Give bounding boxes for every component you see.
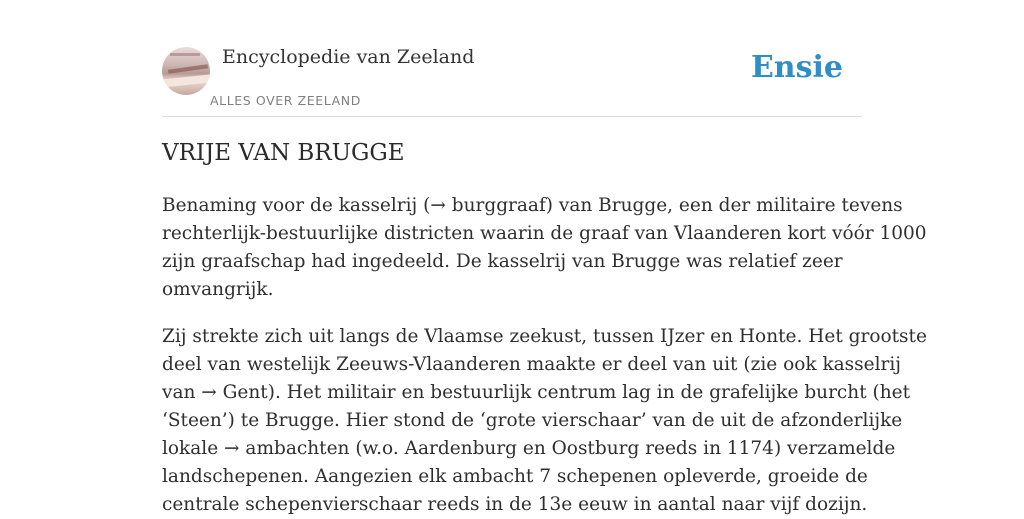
paragraph-line: deel van westelijk Zeeuws-Vlaanderen maakte er deel van uit (zie ook kasselrij: [162, 354, 902, 375]
avatar-detail: [170, 53, 200, 56]
paragraph-line: landschepenen. Aangezien elk ambacht 7 schepenen opleverde, groeide de: [162, 466, 868, 487]
site-avatar[interactable]: [162, 47, 210, 95]
paragraph-line: lokale → ambachten (w.o. Aardenburg en Oostburg reeds in 1174) verzamelde: [162, 438, 896, 459]
page-container: [162, 0, 927, 515]
paragraph-line: rechterlijk-bestuurlijke districten waarin de graaf van Vlaanderen kort vóór 1000: [162, 223, 927, 244]
article-paragraph: [162, 323, 927, 519]
site-tagline: ALLES OVER ZEELAND: [210, 93, 361, 108]
paragraph-line: omvangrijk.: [162, 279, 274, 300]
article-title: VRIJE VAN BRUGGE: [162, 140, 405, 166]
paragraph-line: zijn graafschap had ingedeeld. De kasselrij van Brugge was relatief zeer: [162, 251, 843, 272]
article-paragraph: [162, 192, 927, 304]
ensie-logo[interactable]: Ensie: [750, 50, 843, 85]
paragraph-line: van → Gent). Het militair en bestuurlijk centrum lag in de grafelijke burcht (het: [162, 382, 911, 403]
paragraph-line: Benaming voor de kasselrij (→ burggraaf) van Brugge, een der militaire tevens: [162, 195, 903, 216]
paragraph-line: ‘Steen’) te Brugge. Hier stond de ‘grote vierschaar’ van de uit de afzonderlijke: [162, 410, 903, 431]
site-header: [162, 0, 862, 117]
paragraph-line: Zij strekte zich uit langs de Vlaamse zeekust, tussen IJzer en Honte. Het grootste: [162, 326, 927, 347]
site-title-link[interactable]: Encyclopedie van Zeeland: [222, 46, 475, 68]
avatar-detail: [168, 64, 208, 74]
avatar-detail: [162, 75, 210, 88]
paragraph-line: centrale schepenvierschaar reeds in de 13e eeuw in aantal naar vijf dozijn.: [162, 494, 868, 515]
